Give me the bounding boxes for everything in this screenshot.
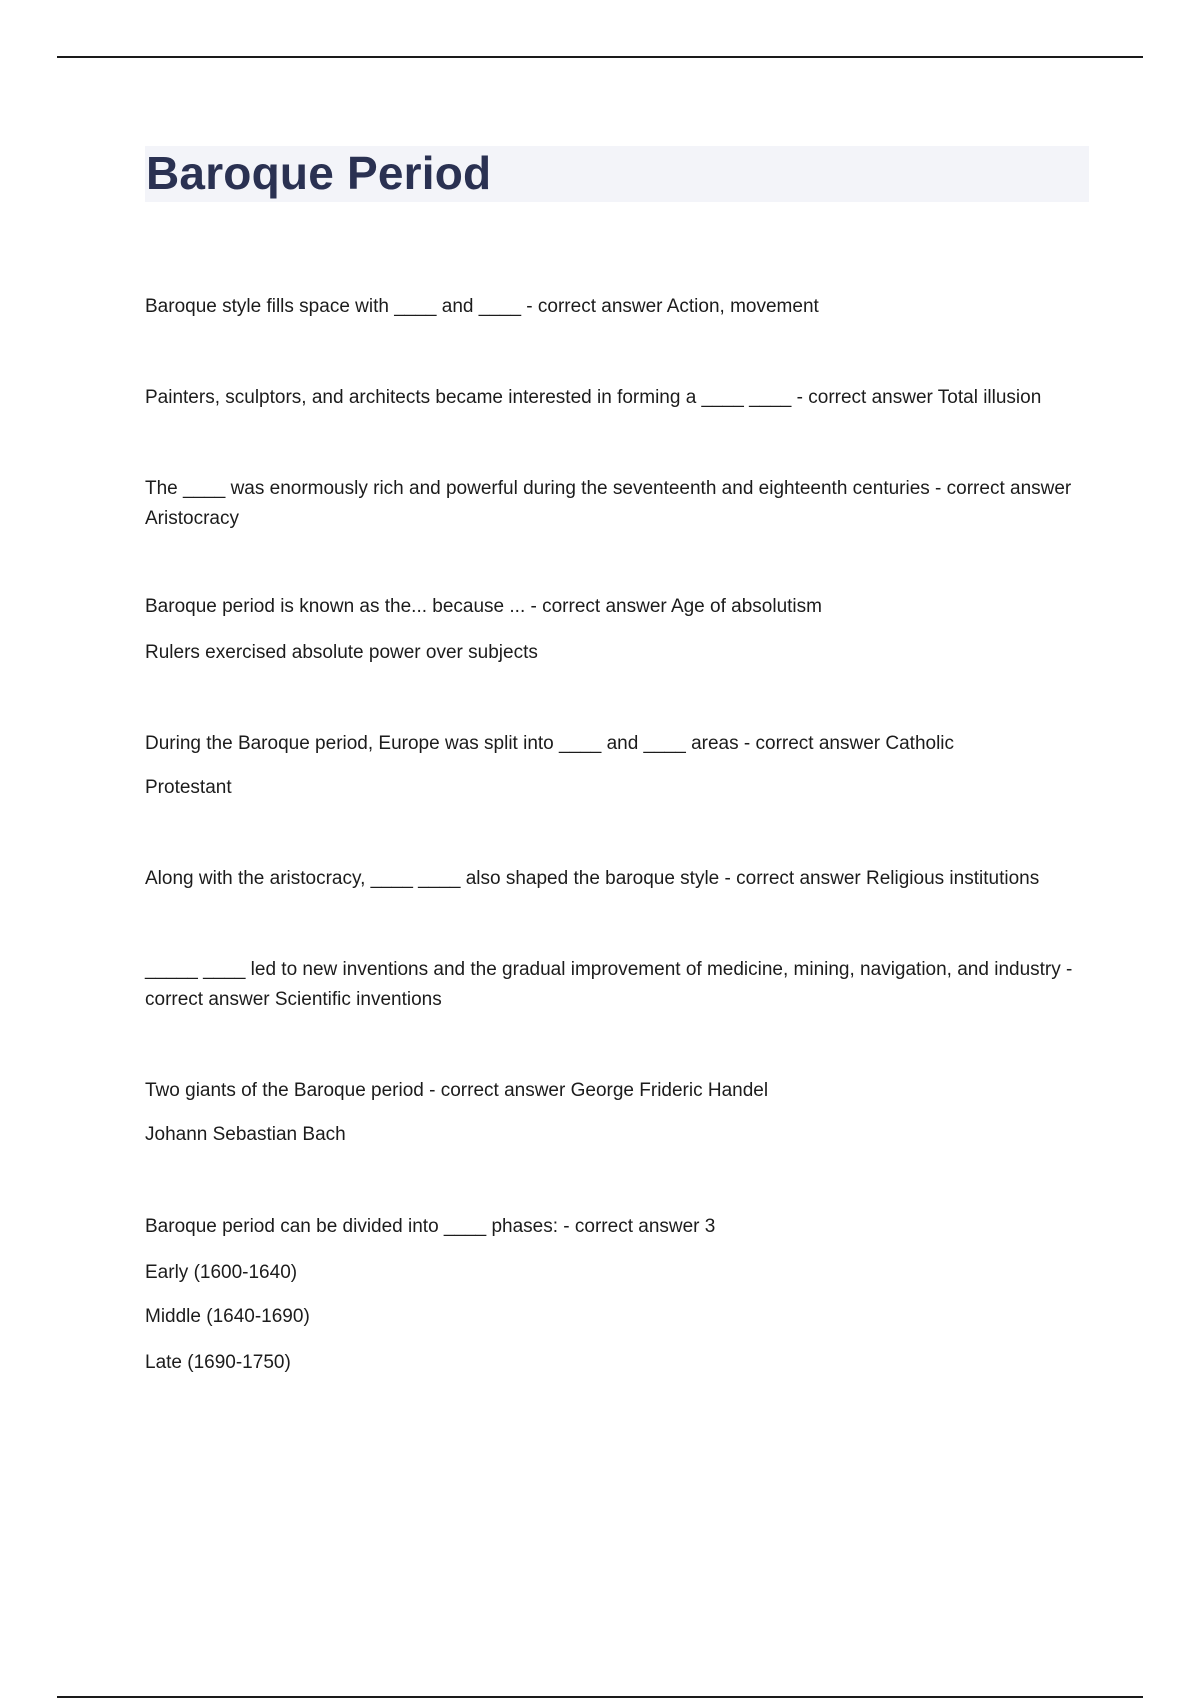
qa-question-answer: Two giants of the Baroque period - correct answer George Frideric Handel	[145, 1080, 769, 1101]
qa-question-answer: Baroque period can be divided into ____ phases: - correct answer 3	[145, 1216, 716, 1237]
qa-question-answer: Painters, sculptors, and architects became interested in forming a ____ ____ - correct answer Total illusion	[145, 387, 1042, 408]
qa-question-answer: Baroque period is known as the... because ... - correct answer Age of absolutism	[145, 596, 822, 617]
qa-answer-continuation: Rulers exercised absolute power over subjects	[145, 642, 538, 663]
qa-item-1	[145, 292, 1095, 322]
qa-question-answer: Baroque style fills space with ____ and ____ - correct answer Action, movement	[145, 296, 819, 317]
qa-answer-continuation: Late (1690-1750)	[145, 1352, 291, 1373]
top-rule	[57, 56, 1143, 58]
bottom-rule	[57, 1696, 1143, 1698]
page-title: Baroque Period	[146, 147, 492, 199]
qa-item-2	[145, 383, 1095, 413]
qa-answer-continuation: Johann Sebastian Bach	[145, 1124, 346, 1145]
qa-item-6	[145, 864, 1095, 894]
qa-question-answer: During the Baroque period, Europe was split into ____ and ____ areas - correct answer Catholic	[145, 733, 955, 754]
qa-question-answer: The ____ was enormously rich and powerful during the seventeenth and eighteenth centuries - correct answer Aristocracy	[145, 478, 1072, 529]
qa-answer-continuation: Middle (1640-1690)	[145, 1306, 310, 1327]
qa-question-answer: _____ ____ led to new inventions and the gradual improvement of medicine, mining, navigation, and industry - correct answer Scientific inventions	[145, 959, 1073, 1010]
qa-answer-continuation: Protestant	[145, 777, 232, 798]
qa-item-5	[145, 729, 1095, 803]
qa-item-7	[145, 955, 1095, 1015]
qa-item-3	[145, 474, 1095, 534]
qa-item-8	[145, 1076, 1095, 1150]
qa-answer-continuation: Early (1600-1640)	[145, 1262, 298, 1283]
qa-question-answer: Along with the aristocracy, ____ ____ also shaped the baroque style - correct answer Religious institutions	[145, 868, 1040, 889]
qa-item-9	[145, 1212, 1095, 1378]
qa-item-4	[145, 592, 1095, 668]
